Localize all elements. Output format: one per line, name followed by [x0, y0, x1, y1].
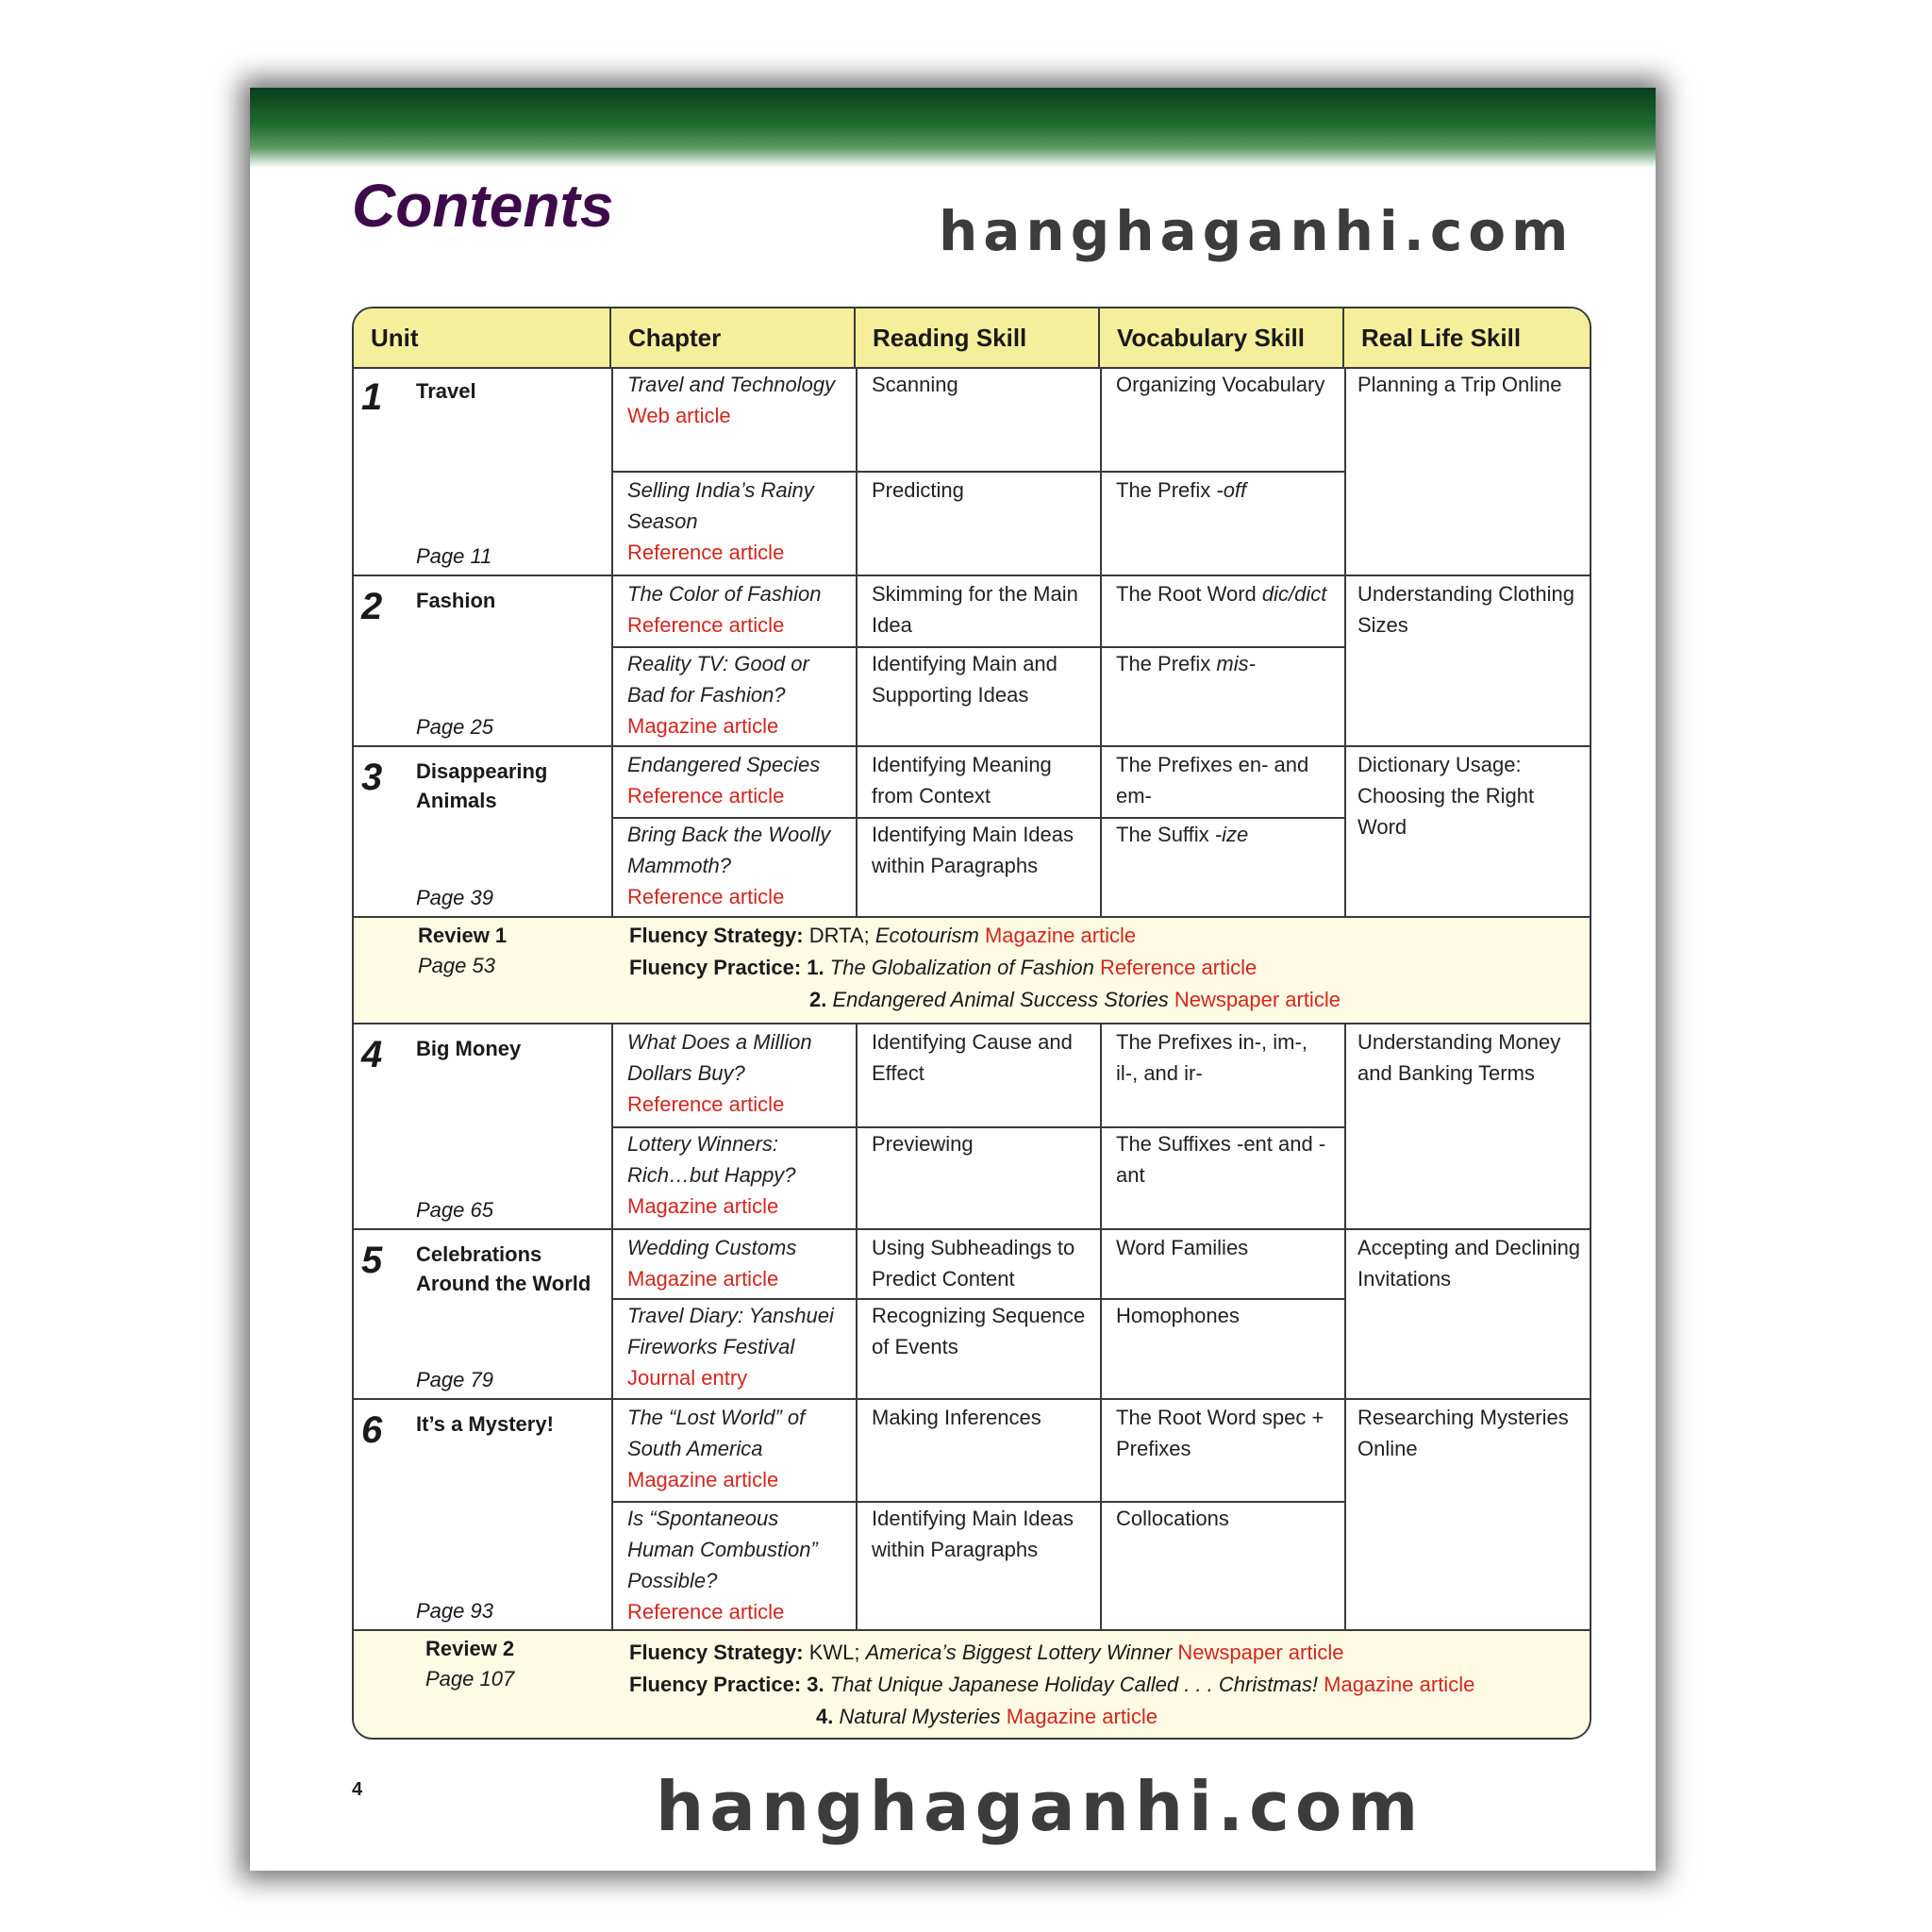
reading-skill: Predicting — [872, 478, 964, 502]
vocab-skill: The Prefix -off — [1116, 478, 1247, 502]
reading-skill: Identifying Main Ideas within Paragraphs — [872, 1507, 1074, 1561]
watermark-top: hanghaganhi.com — [939, 199, 1574, 263]
unit-number: 1 — [361, 376, 383, 418]
unit-row — [354, 367, 1590, 576]
real-life-skill: Accepting and Declining Invitations — [1357, 1236, 1581, 1291]
review-row — [354, 1631, 1590, 1738]
real-life-skill: Researching Mysteries Online — [1357, 1406, 1569, 1460]
vocab-skill: The Suffix -ize — [1116, 823, 1249, 846]
review-row — [354, 918, 1590, 1024]
col-unit: Unit — [354, 308, 611, 367]
unit-row — [354, 1024, 1590, 1230]
unit-name: Fashion — [416, 589, 496, 612]
vocab-skill: The Prefixes in-, im-, il-, and ir- — [1116, 1030, 1307, 1085]
page-title: Contents — [352, 172, 614, 240]
vocab-skill: The Root Word spec + Prefixes — [1116, 1406, 1324, 1460]
chapter-cell: Lottery Winners: Rich…but Happy? Magazine article — [627, 1132, 796, 1218]
chapter-cell: Endangered Species Reference article — [627, 753, 821, 808]
contents-table — [352, 307, 1591, 1740]
real-life-skill: Dictionary Usage: Choosing the Right Word — [1357, 753, 1535, 839]
reading-skill: Recognizing Sequence of Events — [872, 1304, 1086, 1358]
fluency-practice: 4. Natural Mysteries Magazine article — [816, 1705, 1158, 1728]
unit-name: Celebrations Around the World — [416, 1242, 591, 1295]
chapter-cell: Is “Spontaneous Human Combustion” Possible? Reference article — [627, 1507, 818, 1624]
review-name: Review 1 — [418, 924, 508, 947]
real-life-skill: Understanding Money and Banking Terms — [1357, 1030, 1561, 1085]
fluency-practice: Fluency Practice: 3. That Unique Japanese Holiday Called . . . Christmas! Magazine article — [629, 1673, 1475, 1696]
unit-row — [354, 576, 1590, 747]
chapter-cell: The Color of Fashion Reference article — [627, 582, 822, 637]
unit-row — [354, 747, 1590, 918]
chapter-cell: Reality TV: Good or Bad for Fashion? Magazine article — [627, 652, 809, 738]
unit-number: 2 — [361, 586, 383, 627]
chapter-cell: Wedding Customs Magazine article — [627, 1236, 797, 1291]
col-vocabulary: Vocabulary Skill — [1100, 308, 1344, 367]
fluency-practice: Fluency Practice: 1. The Globalization of Fashion Reference article — [629, 956, 1257, 979]
fluency-strategy: Fluency Strategy: DRTA; Ecotourism Magazine article — [629, 924, 1137, 947]
unit-number: 3 — [361, 757, 383, 798]
reading-skill: Using Subheadings to Predict Content — [872, 1236, 1075, 1291]
fluency-strategy: Fluency Strategy: KWL; America’s Biggest Lottery Winner Newspaper article — [629, 1641, 1344, 1664]
unit-name: Travel — [416, 379, 476, 403]
unit-name: Big Money — [416, 1037, 522, 1060]
real-life-skill: Planning a Trip Online — [1357, 373, 1562, 396]
chapter-cell: Travel and Technology Web article — [627, 373, 836, 427]
col-chapter: Chapter — [611, 308, 856, 367]
reading-skill: Skimming for the Main Idea — [872, 582, 1078, 637]
unit-row — [354, 1400, 1590, 1631]
reading-skill: Previewing — [872, 1132, 974, 1156]
page-number: 4 — [352, 1779, 363, 1800]
vocab-skill: Homophones — [1116, 1304, 1240, 1327]
vocab-skill: The Root Word dic/dict — [1116, 582, 1327, 606]
reading-skill: Identifying Cause and Effect — [872, 1030, 1073, 1085]
reading-skill: Identifying Main Ideas within Paragraphs — [872, 823, 1074, 877]
reading-skill: Identifying Meaning from Context — [872, 753, 1052, 808]
unit-page: Page 25 — [416, 715, 493, 739]
green-banner — [250, 88, 1656, 168]
chapter-cell: Travel Diary: Yanshuei Fireworks Festival Journal entry — [627, 1304, 834, 1390]
watermark-bottom: hanghaganhi.com — [656, 1767, 1424, 1846]
vocab-skill: Collocations — [1116, 1507, 1229, 1530]
unit-name: Disappearing Animals — [416, 759, 548, 812]
vocab-skill: Organizing Vocabulary — [1116, 373, 1325, 396]
unit-row — [354, 1230, 1590, 1400]
vocab-skill: The Prefixes en- and em- — [1116, 753, 1309, 808]
chapter-cell: What Does a Million Dollars Buy? Reference article — [627, 1030, 812, 1116]
fluency-practice: 2. Endangered Animal Success Stories Newspaper article — [809, 988, 1341, 1011]
review-page: Page 53 — [418, 954, 495, 977]
col-reading: Reading Skill — [856, 308, 1100, 367]
reading-skill: Identifying Main and Supporting Ideas — [872, 652, 1058, 707]
book-page — [250, 88, 1656, 1871]
real-life-skill: Understanding Clothing Sizes — [1357, 582, 1574, 637]
unit-page: Page 39 — [416, 886, 493, 909]
unit-number: 4 — [361, 1034, 383, 1075]
unit-page: Page 65 — [416, 1198, 493, 1222]
vocab-skill: The Suffixes -ent and -ant — [1116, 1132, 1326, 1187]
col-real-life: Real Life Skill — [1361, 324, 1522, 352]
unit-page: Page 93 — [416, 1599, 493, 1623]
unit-number: 6 — [361, 1409, 383, 1451]
table-header — [354, 308, 1590, 369]
chapter-cell: Selling India’s Rainy Season Reference article — [627, 478, 814, 564]
unit-number: 5 — [361, 1240, 383, 1281]
unit-name: It’s a Mystery! — [416, 1412, 554, 1436]
reading-skill: Making Inferences — [872, 1406, 1041, 1429]
review-page: Page 107 — [425, 1667, 515, 1690]
reading-skill: Scanning — [872, 373, 958, 396]
unit-page: Page 79 — [416, 1368, 493, 1391]
unit-page: Page 11 — [416, 544, 492, 568]
chapter-cell: The “Lost World” of South America Magazine article — [627, 1406, 806, 1491]
review-name: Review 2 — [425, 1637, 515, 1660]
chapter-cell: Bring Back the Woolly Mammoth? Reference article — [627, 823, 831, 908]
vocab-skill: The Prefix mis- — [1116, 652, 1256, 675]
vocab-skill: Word Families — [1116, 1236, 1249, 1259]
